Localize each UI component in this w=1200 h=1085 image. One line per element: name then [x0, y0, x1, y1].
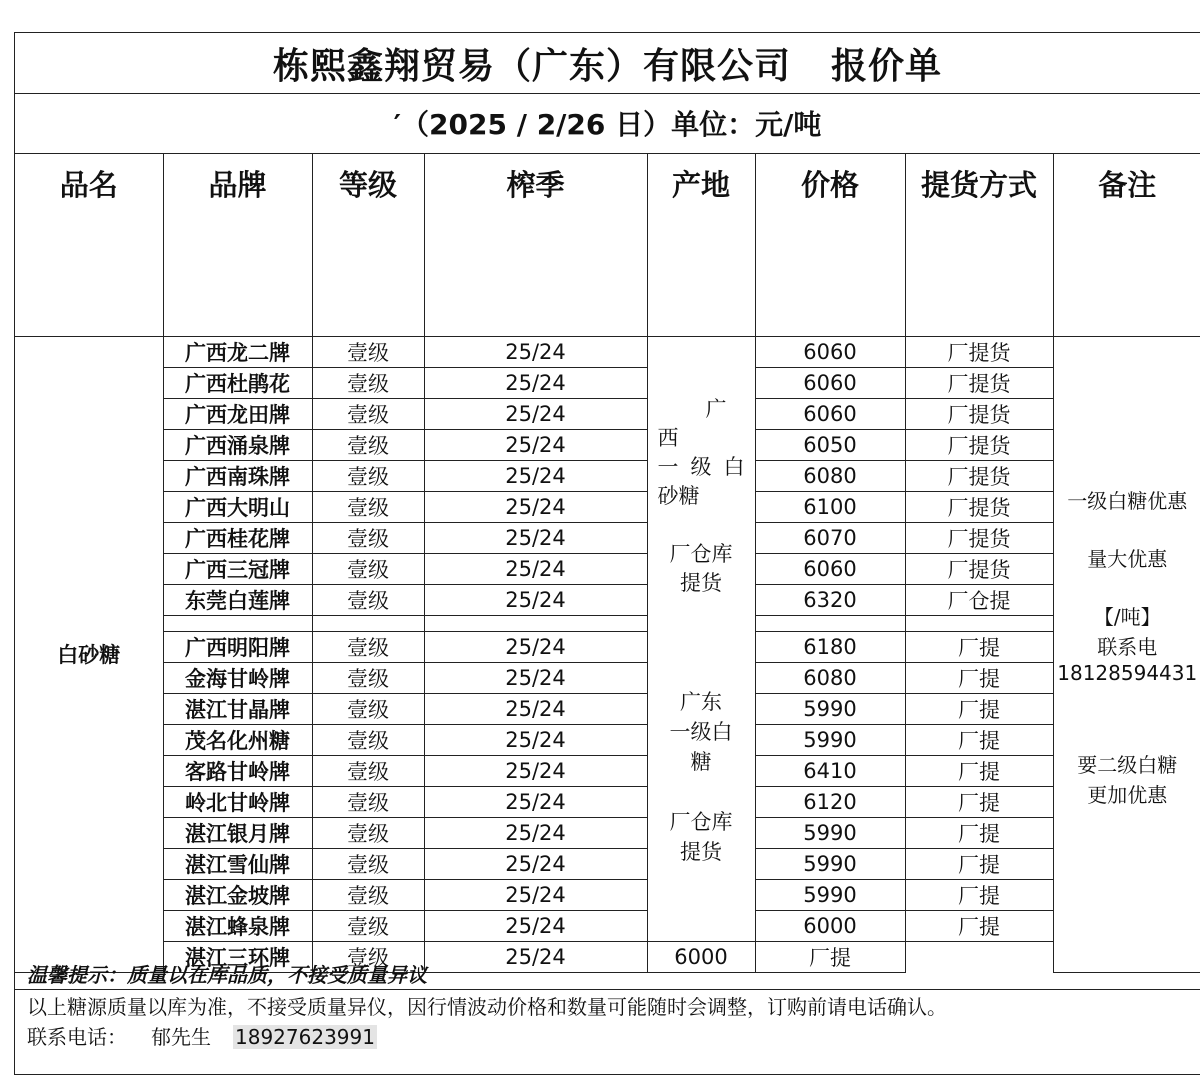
doc-type-title: 报价单 — [831, 45, 943, 87]
remark-text: 联系电 — [1097, 634, 1158, 659]
document-title — [15, 33, 1200, 94]
pickup-cell: 厂提 — [905, 879, 1053, 910]
pickup-cell: 厂提货 — [905, 429, 1053, 460]
origin-text: 广东 — [680, 689, 722, 714]
price-cell: 5990 — [755, 724, 905, 755]
col-header-price: 价格 — [755, 153, 905, 336]
remark-phone: 18128594431 — [1057, 660, 1198, 685]
product-name-cell: 白砂糖 — [15, 336, 163, 972]
table-row — [15, 879, 1200, 910]
price-cell: 6060 — [755, 553, 905, 584]
brand-cell: 岭北甘岭牌 — [163, 786, 312, 817]
grade-cell: 壹级 — [312, 367, 424, 398]
price-cell: 6060 — [755, 398, 905, 429]
season-cell: 25/24 — [424, 879, 647, 910]
brand-cell: 广西三冠牌 — [163, 553, 312, 584]
origin-guangxi — [648, 395, 755, 598]
brand-cell: 东莞白莲牌 — [163, 584, 312, 615]
brand-cell: 湛江雪仙牌 — [163, 848, 312, 879]
table-row — [15, 336, 1200, 367]
grade-cell: 壹级 — [312, 336, 424, 367]
brand-cell: 广西桂花牌 — [163, 522, 312, 553]
season-cell: 25/24 — [424, 941, 647, 972]
brand-cell: 客路甘岭牌 — [163, 755, 312, 786]
season-cell: 25/24 — [424, 631, 647, 662]
price-cell: 6060 — [755, 336, 905, 367]
grade-cell: 壹级 — [312, 398, 424, 429]
table-row — [15, 553, 1200, 584]
table-row — [15, 848, 1200, 879]
grade-cell: 壹级 — [312, 429, 424, 460]
brand-cell: 茂名化州糖 — [163, 724, 312, 755]
brand-cell: 湛江银月牌 — [163, 817, 312, 848]
table-row — [15, 367, 1200, 398]
price-cell: 6100 — [755, 491, 905, 522]
season-cell: 25/24 — [424, 755, 647, 786]
grade-cell: 壹级 — [312, 662, 424, 693]
grade-cell: 壹级 — [312, 724, 424, 755]
table-row — [15, 522, 1200, 553]
brand-cell: 广西大明山 — [163, 491, 312, 522]
col-header-brand: 品牌 — [163, 153, 312, 336]
origin-guangdong — [648, 687, 755, 867]
brand-cell: 金海甘岭牌 — [163, 662, 312, 693]
col-header-grade: 等级 — [312, 153, 424, 336]
origin-warehouse: 厂仓库 — [669, 541, 733, 566]
season-cell: 25/24 — [424, 367, 647, 398]
price-cell: 6080 — [755, 662, 905, 693]
remark-text: 【/吨】 — [1093, 604, 1161, 629]
origin-text: 广 — [705, 396, 727, 421]
grade-cell: 壹级 — [312, 460, 424, 491]
season-cell: 25/24 — [424, 491, 647, 522]
brand-cell — [163, 615, 312, 631]
pickup-cell: 厂提货 — [905, 460, 1053, 491]
remark-notes — [1054, 337, 1200, 925]
quote-sheet — [14, 32, 1200, 1075]
season-cell: 25/24 — [424, 584, 647, 615]
price-cell: 5990 — [755, 879, 905, 910]
grade-cell: 壹级 — [312, 755, 424, 786]
remark-cell — [1053, 336, 1200, 972]
contact-label: 联系电话： — [27, 1025, 127, 1049]
table-row — [15, 584, 1200, 615]
season-cell: 25/24 — [424, 662, 647, 693]
grade-cell — [312, 615, 424, 631]
season-cell: 25/24 — [424, 693, 647, 724]
grade-cell: 壹级 — [312, 631, 424, 662]
pickup-cell: 厂提货 — [905, 367, 1053, 398]
table-row — [15, 398, 1200, 429]
price-cell: 6410 — [755, 755, 905, 786]
disclaimer-note: 以上糖源质量以库为准，不接受质量异仪，因行情波动价格和数量可能随时会调整，订购前请电话确认。 — [27, 995, 947, 1019]
origin-text: 一级白 — [669, 719, 733, 744]
pickup-cell: 厂提货 — [905, 398, 1053, 429]
brand-cell: 湛江蜂泉牌 — [163, 910, 312, 941]
grade-cell: 壹级 — [312, 910, 424, 941]
brand-cell: 广西龙田牌 — [163, 398, 312, 429]
price-table — [15, 153, 1200, 973]
price-cell: 5990 — [755, 848, 905, 879]
col-header-product: 品名 — [15, 153, 163, 336]
grade-cell: 壹级 — [312, 491, 424, 522]
season-cell: 25/24 — [424, 724, 647, 755]
origin-cell — [647, 336, 755, 941]
remark-text: 一级白糖优惠 — [1067, 488, 1188, 513]
pickup-cell: 厂提 — [905, 910, 1053, 941]
brand-cell: 广西龙二牌 — [163, 336, 312, 367]
season-cell: 25/24 — [424, 522, 647, 553]
remark-text: 量大优惠 — [1087, 546, 1168, 571]
grade-cell: 壹级 — [312, 879, 424, 910]
origin-text: 西 — [657, 425, 679, 450]
season-cell: 25/24 — [424, 786, 647, 817]
col-header-origin: 产地 — [647, 153, 755, 336]
table-row — [15, 491, 1200, 522]
grade-cell: 壹级 — [312, 693, 424, 724]
brand-cell: 广西明阳牌 — [163, 631, 312, 662]
pickup-cell: 厂提 — [905, 693, 1053, 724]
origin-notes — [648, 337, 755, 925]
brand-cell: 湛江金坡牌 — [163, 879, 312, 910]
pickup-cell: 厂提 — [905, 755, 1053, 786]
warm-tip: 温馨提示：质量以在库品质，不接受质量异议 — [15, 961, 1200, 990]
season-cell: 25/24 — [424, 398, 647, 429]
table-row — [15, 662, 1200, 693]
origin-char: 白 — [723, 454, 745, 479]
season-cell: 25/24 — [424, 910, 647, 941]
origin-pickup: 提货 — [680, 839, 722, 864]
pickup-cell: 厂提 — [755, 941, 905, 972]
pickup-cell: 厂提 — [905, 662, 1053, 693]
grade-cell: 壹级 — [312, 584, 424, 615]
price-cell: 6320 — [755, 584, 905, 615]
price-cell: 6000 — [647, 941, 755, 972]
season-cell: 25/24 — [424, 817, 647, 848]
grade-cell: 壹级 — [312, 817, 424, 848]
price-cell: 5990 — [755, 817, 905, 848]
season-cell: 25/24 — [424, 429, 647, 460]
pickup-cell — [905, 615, 1053, 631]
price-cell: 6180 — [755, 631, 905, 662]
origin-warehouse: 厂仓库 — [669, 809, 733, 834]
grade-cell: 壹级 — [312, 553, 424, 584]
pickup-cell: 厂提 — [905, 631, 1053, 662]
table-row — [15, 631, 1200, 662]
grade-cell: 壹级 — [312, 786, 424, 817]
pickup-cell: 厂提货 — [905, 522, 1053, 553]
price-cell: 6080 — [755, 460, 905, 491]
remark-text: 更加优惠 — [1087, 782, 1168, 807]
date-unit-line: ′（2025 / 2/26 日）单位：元/吨 — [15, 93, 1200, 154]
pickup-cell: 厂提货 — [905, 491, 1053, 522]
table-row — [15, 724, 1200, 755]
col-header-remark: 备注 — [1053, 153, 1200, 336]
price-cell: 6070 — [755, 522, 905, 553]
origin-text: 糖 — [690, 749, 712, 774]
table-row — [15, 786, 1200, 817]
remark-text: 要二级白糖 — [1077, 752, 1178, 777]
brand-cell: 广西涌泉牌 — [163, 429, 312, 460]
origin-char: 一 — [657, 454, 679, 479]
grade-cell: 壹级 — [312, 848, 424, 879]
spacer-row — [15, 615, 1200, 631]
table-row — [15, 693, 1200, 724]
brand-cell: 湛江三环牌 — [163, 941, 312, 972]
contact-line — [15, 1022, 1200, 1052]
price-cell: 6050 — [755, 429, 905, 460]
season-cell: 25/24 — [424, 848, 647, 879]
table-row — [15, 817, 1200, 848]
pickup-cell: 厂提 — [905, 817, 1053, 848]
col-header-season: 榨季 — [424, 153, 647, 336]
pickup-cell: 厂提货 — [905, 336, 1053, 367]
table-row — [15, 429, 1200, 460]
season-cell: 25/24 — [424, 553, 647, 584]
brand-cell: 湛江甘晶牌 — [163, 693, 312, 724]
price-cell: 6060 — [755, 367, 905, 398]
origin-text — [648, 453, 755, 482]
origin-text: 砂糖 — [657, 483, 700, 508]
season-cell: 25/24 — [424, 336, 647, 367]
pickup-cell: 厂提 — [905, 848, 1053, 879]
header-row — [15, 153, 1200, 336]
grade-cell: 壹级 — [312, 522, 424, 553]
pickup-cell: 厂提货 — [905, 553, 1053, 584]
season-cell — [424, 615, 647, 631]
contact-phone[interactable]: 18927623991 — [235, 1025, 375, 1049]
col-header-pickup: 提货方式 — [905, 153, 1053, 336]
price-cell — [755, 615, 905, 631]
company-name: 栋熙鑫翔贸易（广东）有限公司 — [272, 45, 791, 87]
origin-char: 级 — [690, 454, 712, 479]
origin-pickup: 提货 — [680, 570, 722, 595]
pickup-cell: 厂提 — [905, 786, 1053, 817]
season-cell: 25/24 — [424, 460, 647, 491]
price-cell: 6000 — [755, 910, 905, 941]
price-cell: 6120 — [755, 786, 905, 817]
brand-cell: 广西杜鹃花 — [163, 367, 312, 398]
table-row — [15, 910, 1200, 941]
table-row — [15, 755, 1200, 786]
price-cell: 5990 — [755, 693, 905, 724]
brand-cell: 广西南珠牌 — [163, 460, 312, 491]
grade-cell: 壹级 — [312, 941, 424, 972]
table-row — [15, 460, 1200, 491]
pickup-cell: 厂提 — [905, 724, 1053, 755]
pickup-cell: 厂仓提 — [905, 584, 1053, 615]
contact-name: 郁先生 — [151, 1025, 211, 1049]
footer — [15, 961, 1200, 1052]
